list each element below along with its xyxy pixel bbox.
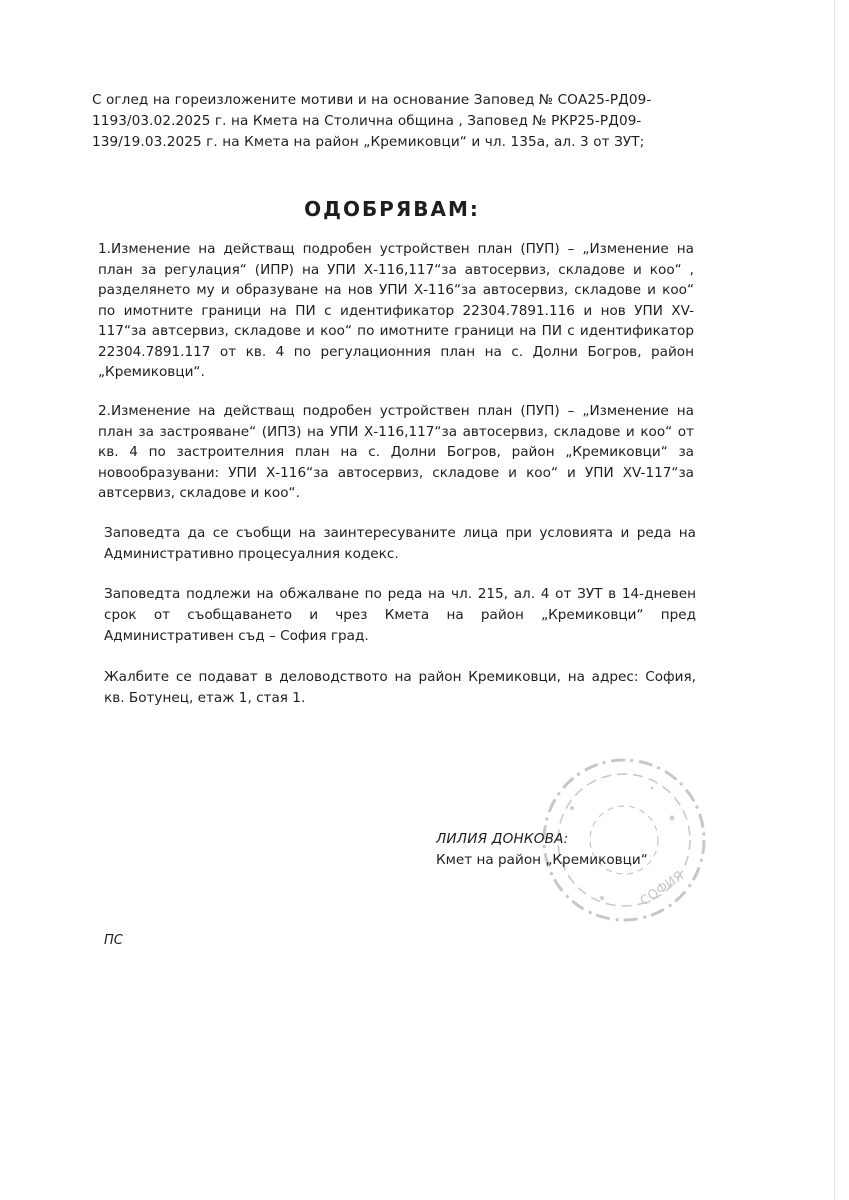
approval-item-2: 2.Изменение на действащ подробен устройствен план (ПУП) – „Изменение на план за застрояване“ (ИПЗ) на УПИ Х-116,117“за автосервиз, складове и коо“ от кв. 4 по застроителния план на с. Долни Богров, район „Кремиковци“ за новообразувани: УПИ Х-116“за автосервиз, складове и коо“ и УПИ ХV-117“за автсервиз, складове и коо“.	[98, 403, 694, 501]
stamp-text: СОФИЯ	[637, 868, 687, 910]
complaints-paragraph: Жалбите се подават в деловодството на район Кремиковци, на адрес: София, кв. Ботунец, етаж 1, стая 1.	[104, 669, 696, 706]
notification-paragraph: Заповедта да се съобщи на заинтересуваните лица при условията и реда на Административно процесуалния кодекс.	[104, 525, 696, 562]
appeal-paragraph: Заповедта подлежи на обжалване по реда на чл. 215, ал. 4 от ЗУТ в 14-дневен срок от съобщаването и чрез Кмета на район „Кремиковци“ пред Административен съд – София град.	[104, 586, 696, 644]
approval-heading: ОДОБРЯВАМ:	[304, 197, 480, 221]
signatory-name: ЛИЛИЯ ДОНКОВА:	[436, 831, 569, 847]
signatory-title: Кмет на район „Кремиковци“	[436, 852, 648, 868]
page-edge-line	[834, 0, 835, 1200]
intro-paragraph: С оглед на гореизложените мотиви и на основание Заповед № СОА25-РД09-1193/03.02.2025 г. на Кмета на Столична община , Заповед № РКР25-РД09-139/19.03.2025 г. на Кмета на район „Кремиковци“ и чл. 135а, ал. 3 от ЗУТ;	[92, 92, 652, 150]
preparer-initials: ПС	[104, 933, 123, 948]
signature-block	[436, 829, 648, 871]
approval-item-1: 1.Изменение на действащ подробен устройствен план (ПУП) – „Изменение на план за регулация“ (ИПР) на УПИ Х-116,117“за автосервиз, складове и коо“ , разделянето му и образуване на нов УПИ Х-116“за автосервиз, складове и коо“ по имотните граници на ПИ с идентификатор 22304.7891.116 и нов УПИ ХV-117“за автсервиз, складове и коо“ по имотните граници на ПИ с идентификатор 22304.7891.117 от кв. 4 по регулационния план на с. Долни Богров, район „Кремиковци“.	[98, 241, 694, 380]
